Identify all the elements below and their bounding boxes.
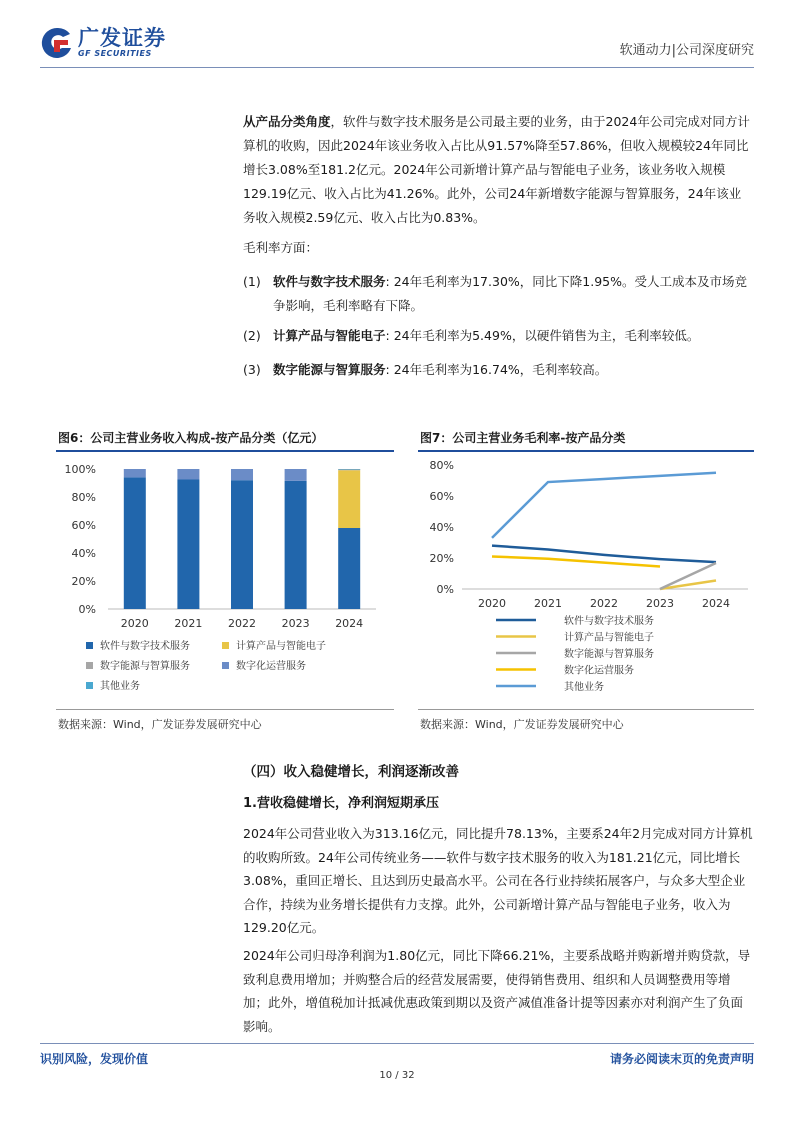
fig7-line-chart [418, 455, 754, 705]
margin-item-label: 软件与数字技术服务 [273, 274, 386, 289]
logo-cn-text: 广发证券 [78, 26, 166, 50]
x-tick-label: 2023 [281, 617, 310, 630]
page-number: 10 / 32 [379, 1070, 415, 1081]
margin-item-3 [243, 358, 753, 382]
legend-swatch [222, 662, 229, 669]
x-tick-label: 2020 [120, 617, 149, 630]
logo-en-text: GF SECURITIES [78, 49, 152, 58]
y-tick-label: 60% [429, 490, 454, 503]
margin-item-label: 计算产品与智能电子 [273, 328, 386, 343]
margin-item-text: : 24年毛利率为16.74%，毛利率较高。 [385, 362, 608, 377]
y-tick-label: 40% [429, 521, 454, 534]
margin-intro: 毛利率方面： [243, 240, 319, 255]
footer-divider [40, 1043, 754, 1044]
legend-label: 软件与数字技术服务 [100, 641, 190, 652]
sub-title: 1.营收稳健增长，净利润短期承压 [243, 796, 439, 811]
bar-segment [285, 481, 307, 609]
legend-swatch [86, 662, 93, 669]
x-tick-label: 2022 [590, 597, 618, 610]
revenue-paragraph: 2024年公司营业收入为313.16亿元，同比提升78.13%，主要系24年2月完成对同方计算机的收购所致。24年公司传统业务——软件与数字技术服务的收入为181.21亿元，同比增长3.08%，重回正增长、且达到历史最高水平。公司在各行业持续拓展客户，与众多大型企业合作，持续为业务增长提供有力支撑。此外，公司新增计算产品与智能电子业务，收入为129.20亿元。 [243, 826, 753, 935]
fig6-bar-chart [56, 455, 396, 705]
footer-disclaimer: 请务必阅读末页的免责声明 [609, 1052, 754, 1066]
intro-text: ，软件与数字技术服务是公司最主要的业务，由于2024年公司完成对同方计算机的收购，因此2024年该业务收入占比从91.57%降至57.86%，但收入规模较24年同比增长3.08%至181.2亿元。2024年公司新增计算产品与智能电子业务，该业务收入规模129.19亿元、收入占比为41.26%。此外，公司24年新增数字能源与智算服务，24年该业务收入规模2.59亿元、收入占比为0.83%。 [243, 114, 750, 225]
report-title: 软通动力|公司深度研究 [619, 43, 754, 58]
y-tick-label: 80% [429, 459, 454, 472]
margin-item-1 [243, 270, 753, 318]
bar-segment [177, 480, 199, 610]
legend-swatch [222, 642, 229, 649]
legend-label: 数字能源与智算服务 [100, 661, 190, 672]
y-tick-label: 0% [436, 583, 454, 596]
fig7-title: 图7：公司主营业务毛利率-按产品分类 [420, 431, 626, 445]
bar-segment [231, 469, 253, 480]
margin-item-num: (1) [243, 274, 261, 289]
intro-paragraph [243, 110, 753, 230]
y-tick-label: 80% [71, 491, 96, 504]
bar-segment [285, 469, 307, 481]
legend-label: 数字能源与智算服务 [564, 649, 654, 660]
bar-segment [124, 477, 146, 609]
legend-label: 计算产品与智能电子 [564, 632, 654, 644]
series-line [492, 546, 716, 563]
fig7-title-rule [418, 450, 754, 452]
y-tick-label: 40% [71, 547, 96, 560]
company-logo [40, 26, 166, 60]
legend-label: 其他业务 [564, 682, 604, 693]
x-tick-label: 2023 [646, 597, 674, 610]
legend-label: 软件与数字技术服务 [564, 616, 654, 627]
y-tick-label: 20% [71, 575, 96, 588]
page-header [40, 26, 754, 66]
profit-paragraph: 2024年公司归母净利润为1.80亿元，同比下降66.21%，主要系战略并购新增并购贷款，导致利息费用增加；并购整合后的经营发展需要，使得销售费用、组织和人员调整费用等增加；此外，增值税加计抵减优惠政策到期以及资产减值准备计提等因素亦对利润产生了负面影响。 [243, 948, 751, 1034]
x-tick-label: 2021 [534, 597, 562, 610]
x-tick-label: 2024 [335, 617, 364, 630]
bar-segment [338, 469, 360, 470]
bar-segment [177, 469, 199, 480]
section-title: （四）收入稳健增长，利润逐渐改善 [243, 764, 459, 780]
x-tick-label: 2020 [478, 597, 506, 610]
intro-lead: 从产品分类角度 [243, 114, 331, 129]
bar-segment [231, 480, 253, 609]
fig6-bottom-rule [56, 709, 394, 710]
header-divider [40, 67, 754, 68]
legend-label: 数字化运营服务 [564, 665, 634, 677]
bar-segment [338, 528, 360, 609]
fig6-title-rule [56, 450, 394, 452]
footer-slogan: 识别风险，发现价值 [40, 1052, 149, 1066]
fig7-source: 数据来源：Wind，广发证券发展研究中心 [420, 718, 624, 731]
margin-item-text: : 24年毛利率为17.30%，同比下降1.95%。受人工成本及市场竞争影响，毛利率略有下降。 [273, 274, 747, 313]
series-line [492, 473, 716, 538]
legend-swatch [86, 682, 93, 689]
bar-segment [338, 470, 360, 528]
gf-logo-icon [40, 26, 74, 60]
margin-item-num: (2) [243, 328, 261, 343]
x-tick-label: 2021 [174, 617, 203, 630]
legend-label: 其他业务 [100, 681, 140, 692]
margin-item-2 [243, 324, 753, 348]
y-tick-label: 60% [71, 519, 96, 532]
margin-item-label: 数字能源与智算服务 [273, 362, 386, 377]
x-tick-label: 2022 [228, 617, 256, 630]
legend-label: 数字化运营服务 [236, 661, 306, 672]
x-tick-label: 2024 [702, 597, 730, 610]
legend-label: 计算产品与智能电子 [236, 641, 326, 652]
y-tick-label: 100% [64, 463, 96, 476]
margin-item-text: : 24年毛利率为5.49%，以硬件销售为主，毛利率较低。 [385, 328, 700, 343]
legend-swatch [86, 642, 93, 649]
margin-item-num: (3) [243, 362, 261, 377]
y-tick-label: 20% [429, 552, 454, 565]
y-tick-label: 0% [78, 603, 96, 616]
fig6-title: 图6：公司主营业务收入构成-按产品分类（亿元） [58, 431, 324, 445]
bar-segment [124, 469, 146, 477]
fig6-source: 数据来源：Wind，广发证券发展研究中心 [58, 718, 262, 731]
fig7-bottom-rule [418, 709, 754, 710]
